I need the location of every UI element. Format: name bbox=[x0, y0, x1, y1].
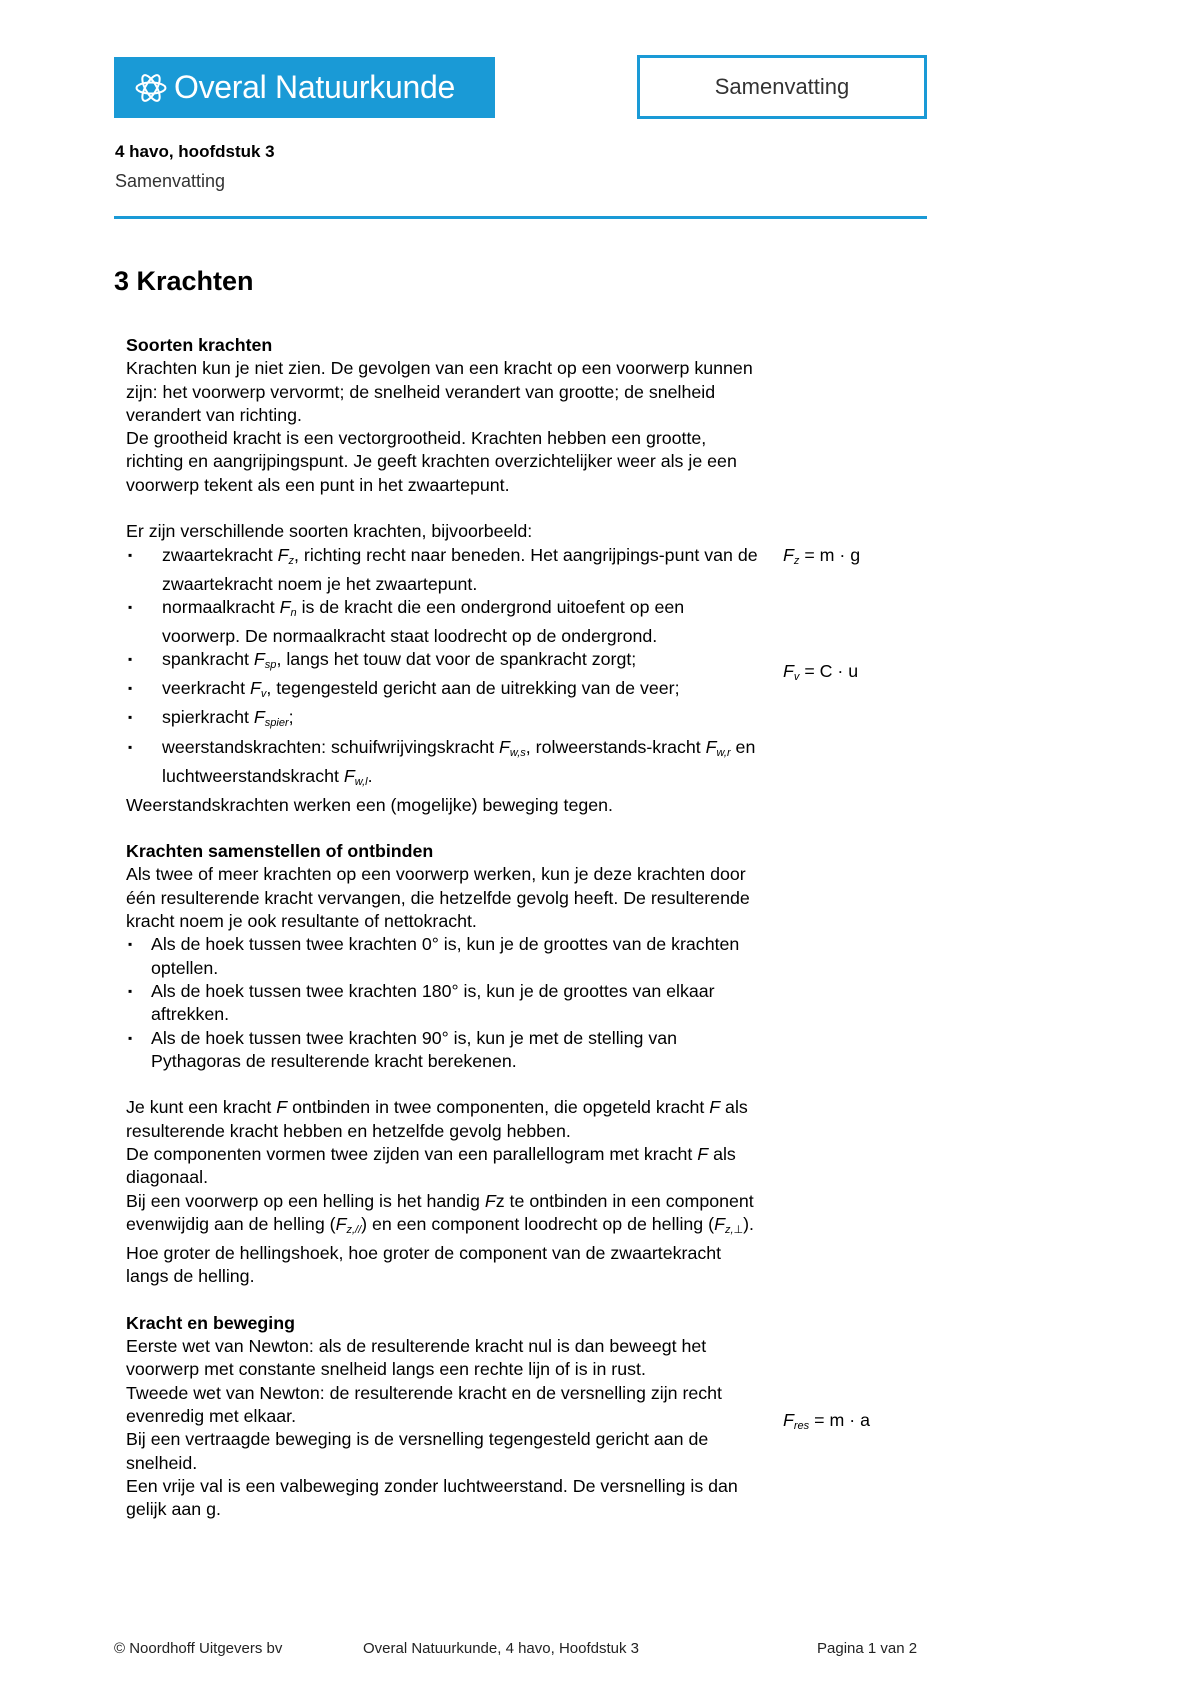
list-item: ▪ Als de hoek tussen twee krachten 90° is, kun je met de stelling van Pythagoras de resulterende kracht berekenen. bbox=[126, 1027, 766, 1074]
paragraph: Eerste wet van Newton: als de resulterende kracht nul is dan beweegt het voorwerp met constante snelheid langs een rechte lijn of is in rust. bbox=[126, 1336, 707, 1380]
header-divider bbox=[114, 216, 927, 219]
paragraph: Er zijn verschillende soorten krachten, bijvoorbeeld: bbox=[126, 521, 533, 542]
formula-newton-second-law: $F_{res} = m \cdot a$ bbox=[783, 1410, 870, 1432]
footer-copyright: © Noordhoff Uitgevers bv bbox=[114, 1640, 283, 1657]
section-heading: Soorten krachten bbox=[126, 335, 273, 355]
summary-content bbox=[126, 334, 766, 1522]
section-heading: Kracht en beweging bbox=[126, 1312, 295, 1333]
paragraph: De grootheid kracht is een vectorgrootheid. Krachten hebben een grootte, richting en aangrijpingspunt. Je geeft krachten overzichtelijker weer als je een voorwerp tekent als een punt in het zwaartepunt. bbox=[126, 428, 737, 495]
paragraph: De componenten vormen twee zijden van een parallellogram met kracht F als diagonaal. bbox=[126, 1144, 736, 1188]
angle-rules-list bbox=[126, 933, 766, 1073]
brand-name: Overal Natuurkunde bbox=[174, 69, 455, 105]
list-item: ▪ weerstandskrachten: schuifwrijvingskracht $F_{w,s}$, rolweerstands-kracht $F_{w,r}$ en luchtweerstandskracht $F_{w,l}$. bbox=[126, 736, 766, 794]
paragraph: Weerstandskrachten werken een (mogelijke) beweging tegen. bbox=[126, 794, 613, 815]
paragraph: Tweede wet van Newton: de resulterende kracht en de versnelling zijn recht evenredig met elkaar. bbox=[126, 1382, 723, 1427]
chapter-title: 3 Krachten bbox=[114, 266, 254, 296]
atom-icon bbox=[134, 71, 168, 105]
formula-gravity: $F_z = m \cdot g$ bbox=[783, 545, 861, 567]
paragraph: Je kunt een kracht F ontbinden in twee componenten, die opgeteld kracht F als resulterende kracht hebben en hetzelfde gevolg hebben. bbox=[126, 1097, 748, 1141]
formula-spring: $F_v = C \cdot u$ bbox=[783, 661, 859, 683]
list-item: ▪ spankracht $F_{sp}$, langs het touw dat voor de spankracht zorgt; bbox=[126, 648, 766, 677]
paragraph: Hoe groter de hellingshoek, hoe groter de component van de zwaartekracht langs de helling. bbox=[126, 1242, 722, 1287]
course-subtitle: Samenvatting bbox=[115, 171, 226, 191]
section-heading: Krachten samenstellen of ontbinden bbox=[126, 841, 434, 862]
list-item: ▪ normaalkracht $F_n$ is de kracht die een ondergrond uitoefent op een voorwerp. De normaalkracht staat loodrecht op de ondergrond. bbox=[126, 596, 766, 648]
brand-logo bbox=[114, 57, 495, 118]
footer-page-number: Pagina 1 van 2 bbox=[817, 1640, 918, 1657]
document-type-label: Samenvatting bbox=[637, 55, 927, 119]
list-item: ▪ spierkracht $F_{spier}$; bbox=[126, 706, 766, 735]
force-types-list bbox=[126, 544, 766, 794]
list-item: ▪ veerkracht $F_v$, tegengesteld gericht aan de uitrekking van de veer; bbox=[126, 677, 766, 706]
paragraph: Krachten kun je niet zien. De gevolgen van een kracht op een voorwerp kunnen zijn: het voorwerp vervormt; de snelheid verandert van grootte; de snelheid verandert van richting. bbox=[126, 358, 753, 425]
footer-title: Overal Natuurkunde, 4 havo, Hoofdstuk 3 bbox=[363, 1640, 639, 1657]
paragraph: Bij een vertraagde beweging is de versnelling tegengesteld gericht aan de snelheid. bbox=[126, 1429, 709, 1473]
course-label: 4 havo, hoofdstuk 3 bbox=[115, 142, 275, 161]
paragraph: Een vrije val is een valbeweging zonder luchtweerstand. De versnelling is dan gelijk aan g. bbox=[126, 1475, 738, 1520]
paragraph: Als twee of meer krachten op een voorwerp werken, kun je deze krachten door één resulterende kracht vervangen, die hetzelfde gevolg heeft. De resulterende kracht noem je ook resultante of nettokracht. bbox=[126, 864, 750, 932]
list-item: ▪ Als de hoek tussen twee krachten 0° is, kun je de groottes van de krachten optellen. bbox=[126, 933, 766, 980]
paragraph: Bij een voorwerp op een helling is het handig Fz te ontbinden in een component evenwijdig aan de helling $(F_{z,//})$ en een component loodrecht op de helling $(F_{z,\perp})$. bbox=[126, 1190, 754, 1236]
list-item: ▪ Als de hoek tussen twee krachten 180° is, kun je de groottes van elkaar aftrekken. bbox=[126, 980, 766, 1027]
list-item: ▪ zwaartekracht $F_z$, richting recht naar beneden. Het aangrijpings-punt van de zwaartekracht noem je het zwaartepunt. bbox=[126, 544, 766, 596]
